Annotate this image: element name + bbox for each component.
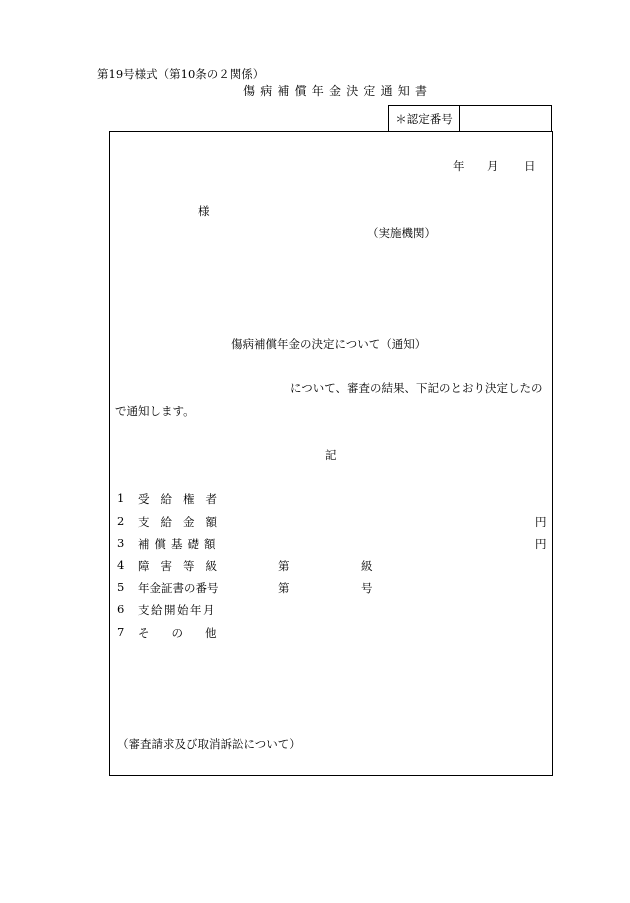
certification-number-field[interactable] [460,106,551,131]
appeal-note: （審査請求及び取消訴訟について） [117,737,301,751]
item-number: 4 [117,558,125,572]
certificate-number-prefix: 第 [278,581,290,595]
item-number: 5 [117,580,125,594]
date-year: 年 [453,159,465,173]
item-label: 支給開始年月 [138,603,216,617]
body-text-line-2: で通知します。 [115,404,195,418]
date-month: 月 [487,159,499,173]
form-number: 第19号様式（第10条の２関係） [97,67,265,81]
record-heading: 記 [325,448,337,462]
item-label: 年金証書の番号 [138,581,219,595]
body-text-line-1: について、審査の結果、下記のとおり決定したの [290,381,543,395]
base-amount-unit-yen: 円 [535,537,547,551]
document-title: 傷病補償年金決定通知書 [243,84,433,98]
amount-unit-yen: 円 [535,515,547,529]
item-number: 7 [117,625,125,639]
item-number: 3 [117,536,125,550]
addressee-honorific: 様 [198,204,210,218]
certification-number-label: ＊認定番号 [389,106,460,131]
item-label: 支給金額 [138,515,228,529]
grade-suffix: 級 [361,559,373,573]
item-label: 補償基礎額 [138,537,221,551]
certificate-number-suffix: 号 [361,581,373,595]
certification-number-box [388,105,552,131]
issuer-label: （実施機関） [367,226,436,240]
item-label: 受給権者 [138,492,228,506]
item-label: 障害等級 [138,559,228,573]
subject-title: 傷病補償年金の決定について（通知） [231,337,427,351]
item-number: 1 [117,491,125,505]
item-number: 2 [117,514,125,528]
item-label: その他 [138,626,239,640]
grade-prefix: 第 [278,559,290,573]
item-number: 6 [117,602,125,616]
date-day: 日 [524,159,536,173]
